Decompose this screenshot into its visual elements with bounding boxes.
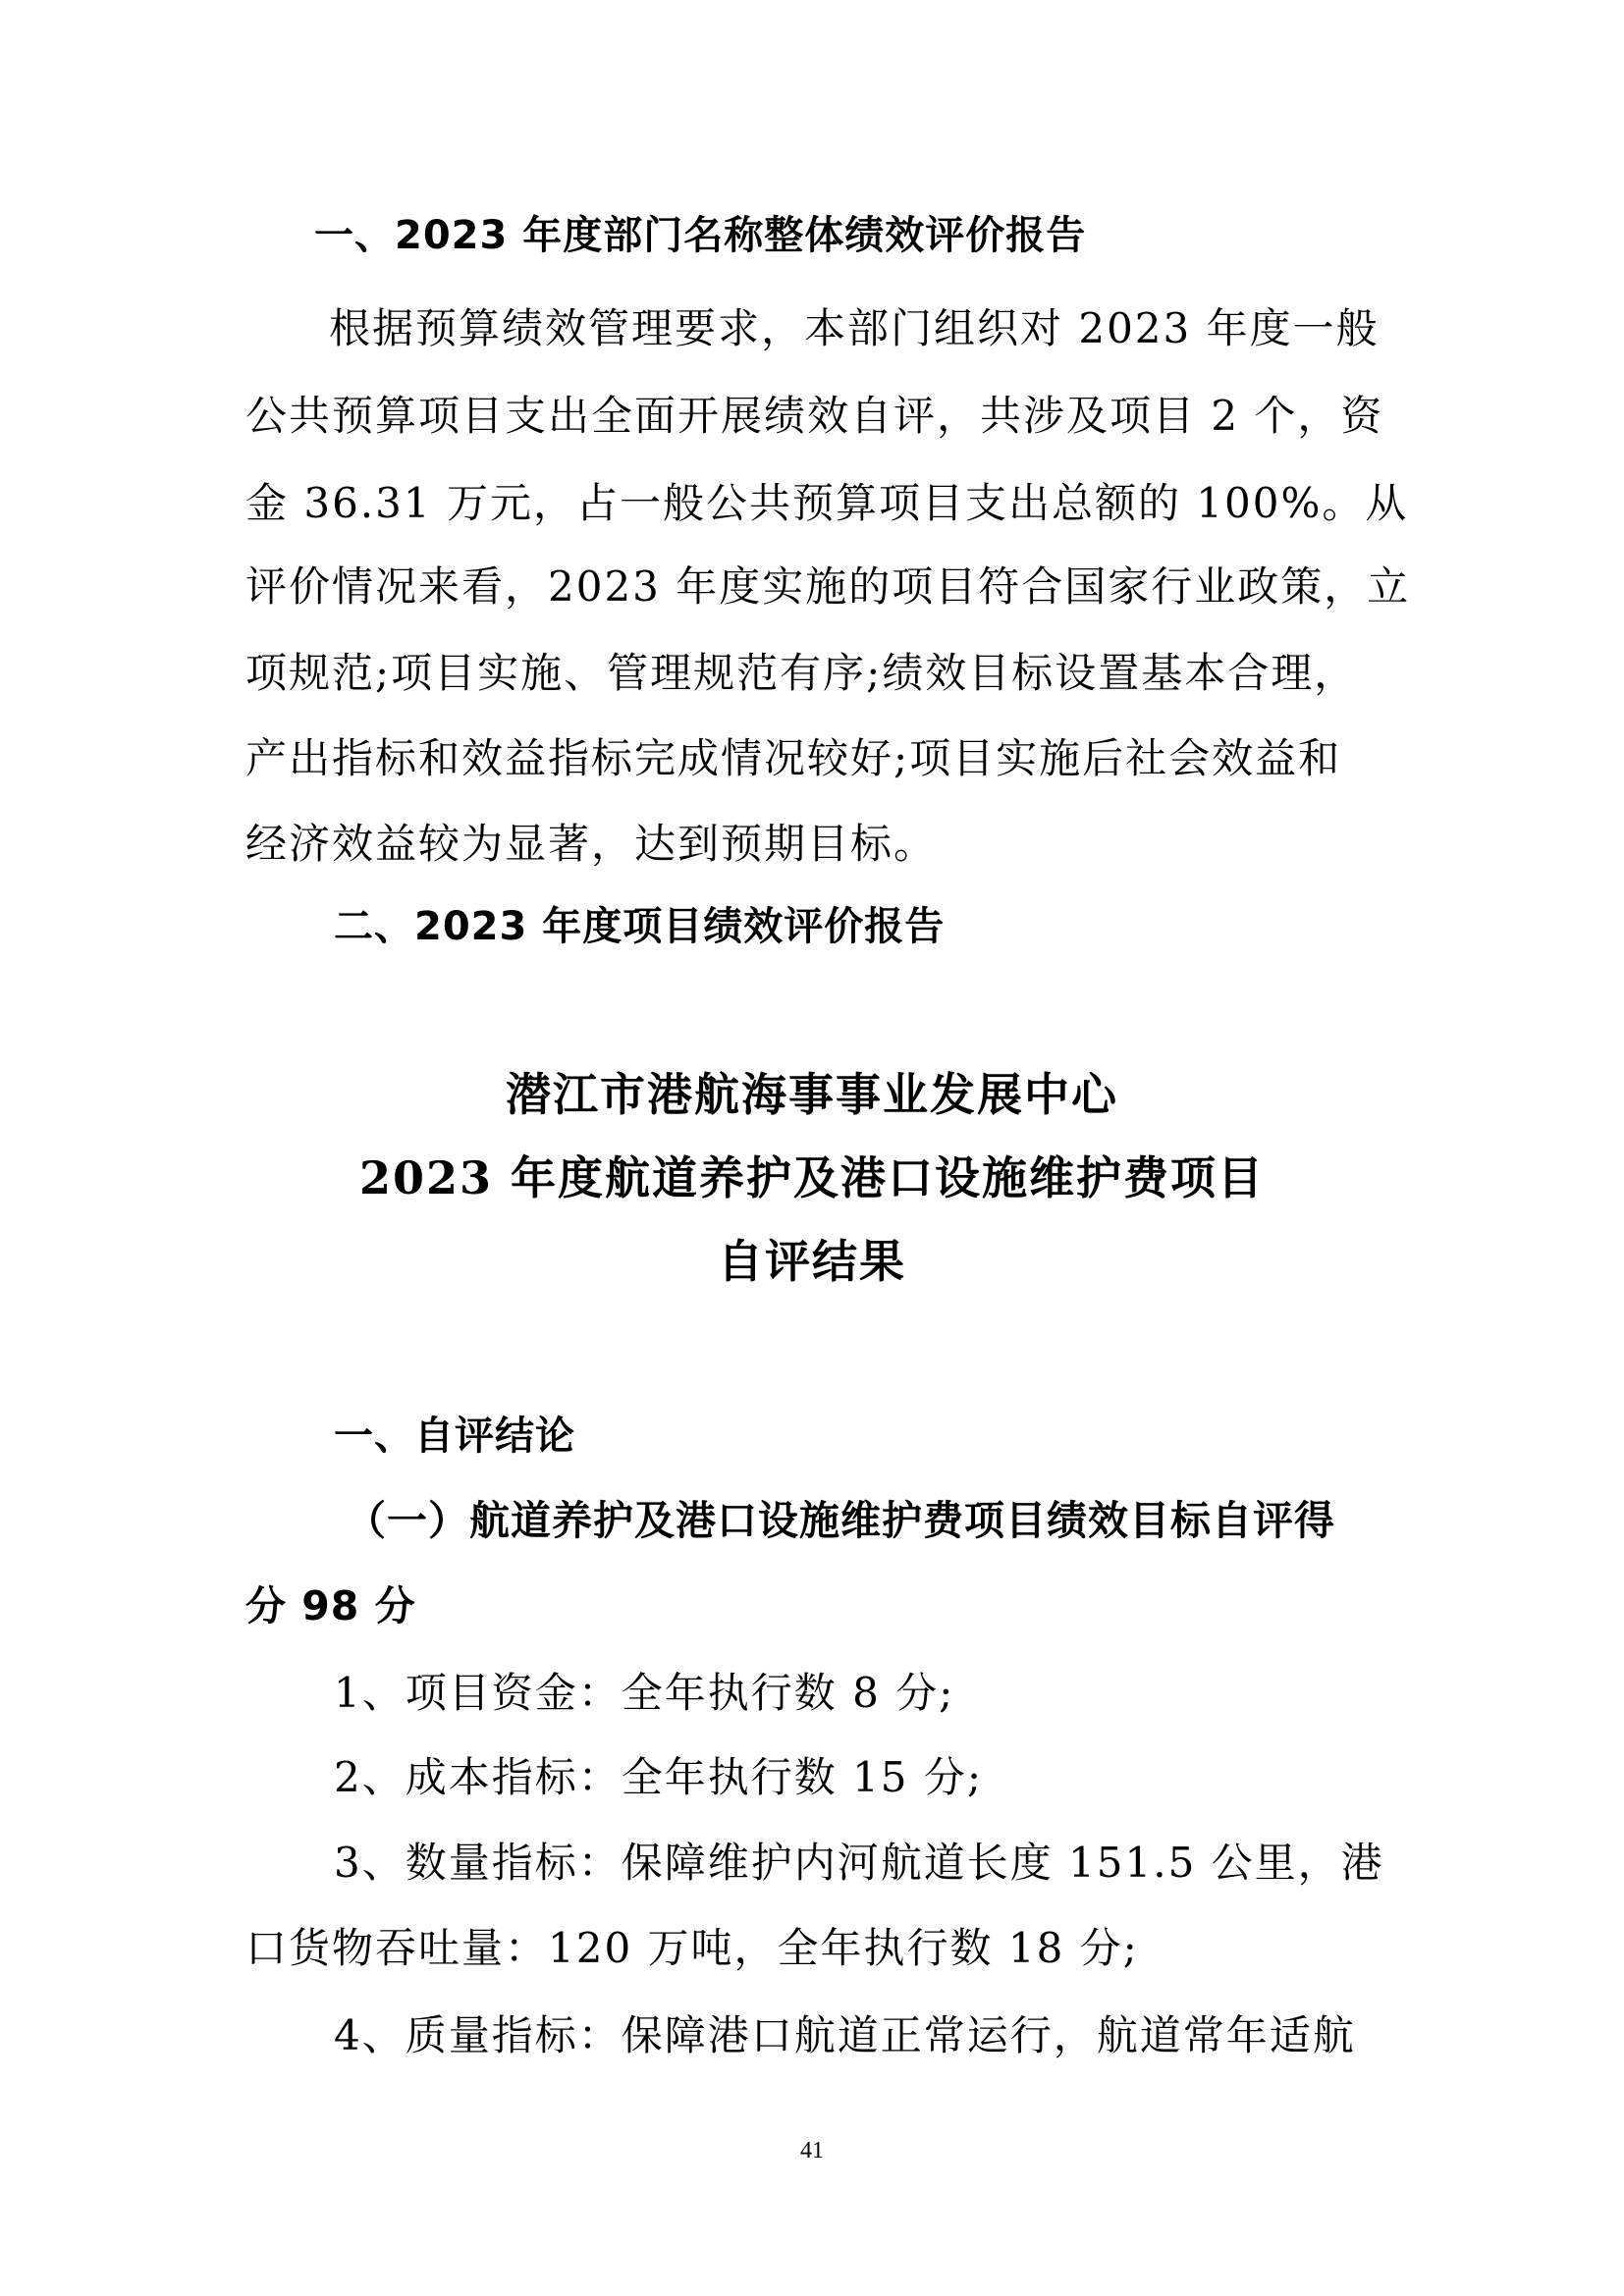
report-title-line-1: 潜江市港航海事事业发展中心 [506,1068,1118,1121]
section-heading-2: 二、2023 年度项目绩效评价报告 [334,904,946,949]
subsection-heading-line-1: （一）航道养护及港口设施维护费项目绩效目标自评得 [346,1497,1335,1544]
intro-line-1: 根据预算绩效管理要求，本部门组织对 2023 年度一般 [329,304,1380,352]
intro-line-6: 产出指标和效益指标完成情况较好;项目实施后社会效益和 [245,734,1342,782]
list-item-quantity-indicator: 3、数量指标：保障维护内河航道长度 151.5 公里，港 [334,1839,1384,1887]
report-title-line-2: 2023 年度航道养护及港口设施维护费项目 [358,1151,1266,1204]
subsection-heading-line-2: 分 98 分 [245,1582,416,1629]
section-heading-1: 一、2023 年度部门名称整体绩效评价报告 [314,213,1087,258]
self-evaluation-conclusion-heading: 一、自评结论 [334,1414,575,1459]
page-number: 41 [800,2138,824,2163]
list-item-quality-indicator: 4、质量指标：保障港口航道正常运行，航道常年适航 [334,2011,1356,2059]
intro-line-5: 项规范;项目实施、管理规范有序;绩效目标设置基本合理， [245,649,1358,697]
intro-line-3: 金 36.31 万元，占一般公共预算项目支出总额的 100%。从 [245,479,1409,527]
list-item-quantity-indicator-continued: 口货物吞吐量：120 万吨，全年执行数 18 分; [245,1924,1139,1972]
intro-line-2: 公共预算项目支出全面开展绩效自评，共涉及项目 2 个，资 [245,392,1384,440]
intro-line-7: 经济效益较为显著，达到预期目标。 [245,820,938,868]
intro-line-4: 评价情况来看，2023 年度实施的项目符合国家行业政策，立 [245,562,1411,611]
report-title-line-3: 自评结果 [718,1235,906,1288]
list-item-cost-indicator: 2、成本指标：全年执行数 15 分; [334,1753,984,1801]
list-item-project-funds: 1、项目资金：全年执行数 8 分; [334,1669,955,1717]
